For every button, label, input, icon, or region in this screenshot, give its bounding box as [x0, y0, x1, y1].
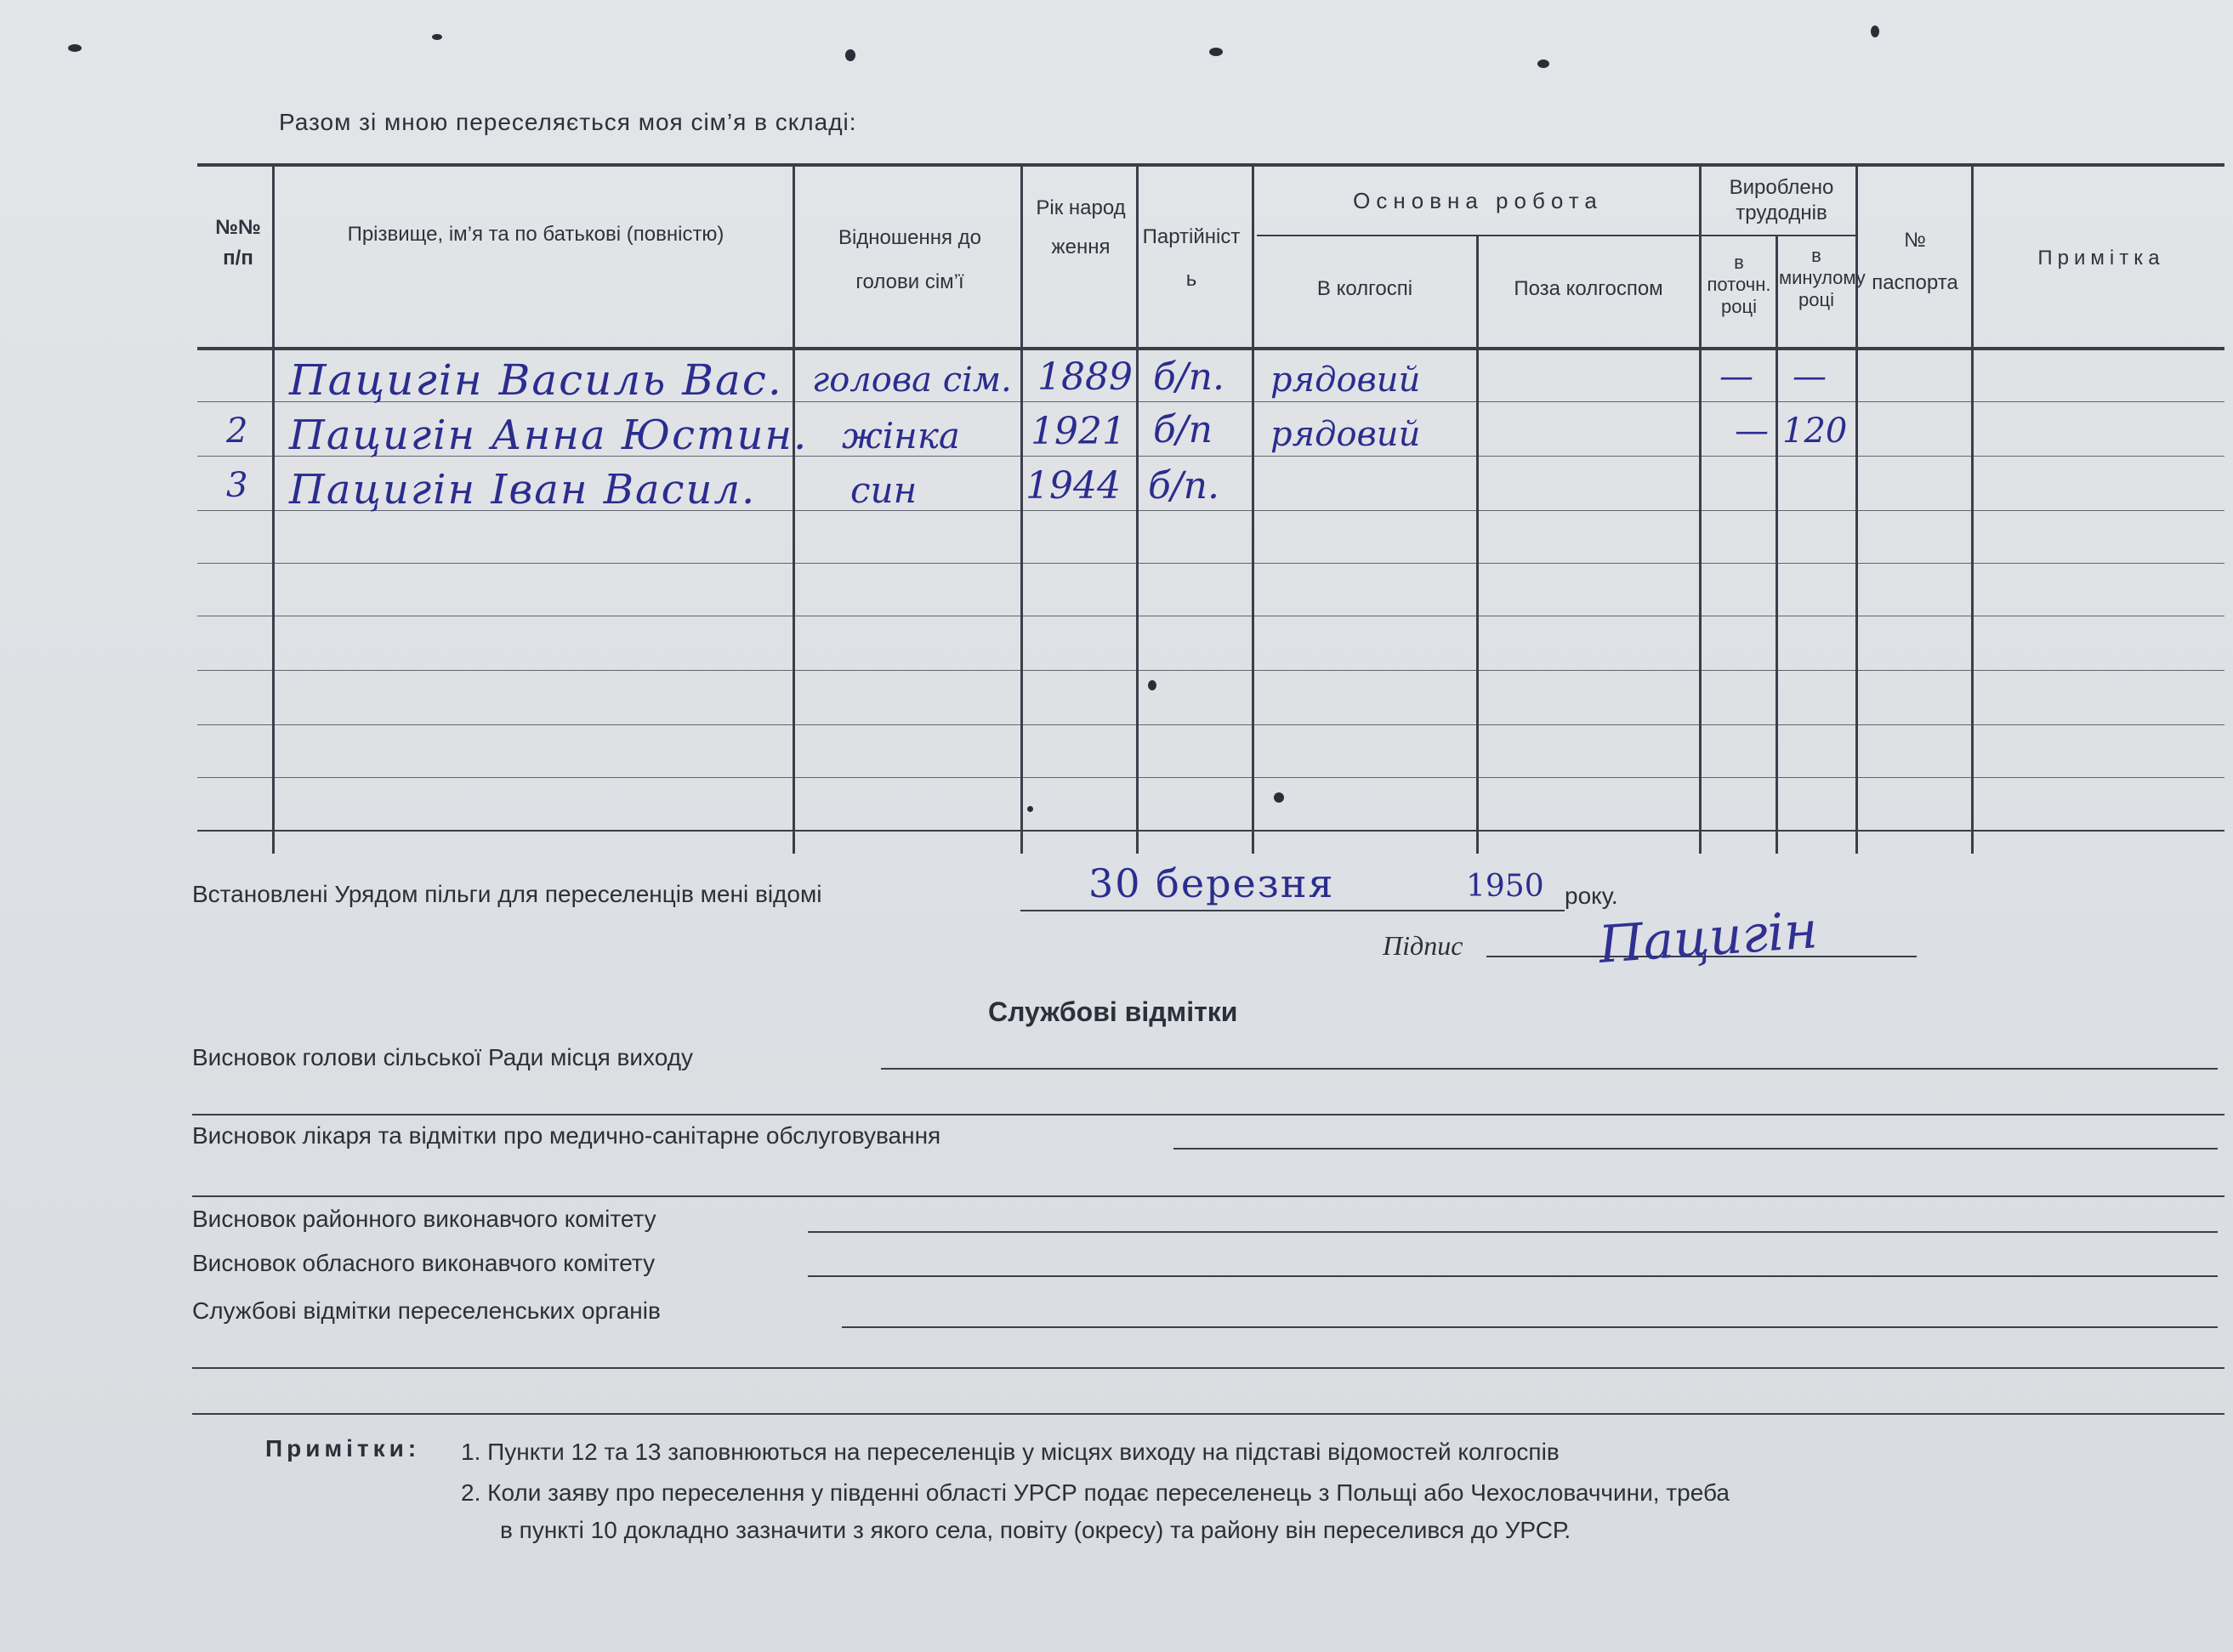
- row-line: [197, 670, 2224, 671]
- fill-line: [1173, 1148, 2218, 1150]
- ink-speck: [1274, 792, 1284, 803]
- header-last-year: в минулому році: [1779, 245, 1866, 310]
- cell-last: 120: [1782, 412, 1848, 451]
- cell-birth-year: 1944: [1026, 464, 1121, 508]
- col-divider: [1476, 236, 1479, 854]
- cell-party: б/п: [1153, 408, 1213, 451]
- cell-birth-year: 1921: [1031, 410, 1126, 453]
- fill-line: [881, 1068, 2218, 1070]
- fill-line: [842, 1326, 2218, 1328]
- cell-birth-year: 1889: [1037, 355, 1133, 399]
- header-in-kolhosp: В колгоспі: [1316, 277, 1413, 300]
- header-main-work: Основна робота: [1353, 188, 1603, 213]
- col-divider: [1252, 167, 1254, 854]
- col-divider: [272, 167, 275, 854]
- fill-line: [808, 1231, 2218, 1233]
- col-divider: [793, 167, 795, 854]
- fill-line: [192, 1195, 2224, 1197]
- cell-num: 3: [226, 466, 248, 505]
- signature: Пацигін: [1596, 900, 1820, 975]
- fill-line: [192, 1413, 2224, 1415]
- cell-current: —: [1719, 357, 1753, 396]
- header-note: Примітка: [2037, 247, 2165, 270]
- cell-num: 2: [226, 412, 248, 451]
- cell-party: б/п.: [1153, 355, 1225, 399]
- ink-speck: [1027, 806, 1033, 812]
- cell-name: Пацигін Анна Юстин.: [289, 412, 809, 459]
- signature-label: Підпис: [1383, 930, 1463, 961]
- table-top-border: [197, 163, 2224, 167]
- cell-last: —: [1793, 357, 1827, 396]
- service-title: Службові відмітки: [988, 996, 1238, 1027]
- cell-relation: син: [850, 469, 918, 511]
- intro-text: Разом зі мною переселяється моя сім’я в складі:: [279, 109, 857, 135]
- header-relation: Відношення до голови сім’ї: [838, 226, 982, 293]
- row-line: [197, 724, 2224, 725]
- table-header-bottom: [197, 347, 2224, 350]
- cell-in-kolhosp: рядовий: [1270, 360, 1421, 400]
- fill-line: [192, 1367, 2224, 1369]
- service-line-doctor: Висновок лікаря та відмітки про медично-санітарне обслуговування: [192, 1122, 941, 1149]
- handwritten-date: 30 березня: [1088, 860, 1335, 906]
- note-item-1: 1. Пункти 12 та 13 заповнюються на переселенців у місцях виходу на підставі відомостей колгоспів: [461, 1439, 1560, 1465]
- cell-party: б/п.: [1148, 464, 1220, 508]
- service-line-resettlement: Службові відмітки переселенських органів: [192, 1297, 661, 1324]
- header-passport: № паспорта: [1872, 229, 1958, 294]
- service-line-village-council: Висновок голови сільської Ради місця виходу: [192, 1044, 694, 1070]
- year-suffix: року.: [1565, 883, 1618, 909]
- header-num: №№ п/п: [215, 216, 261, 270]
- ink-speck: [1871, 26, 1879, 37]
- cell-name: Пацигін Іван Васил.: [289, 466, 757, 514]
- cell-current: —: [1735, 412, 1769, 451]
- col-divider: [1971, 167, 1974, 854]
- benefits-label: Встановлені Урядом пільги для переселенців мені відомі: [192, 881, 822, 907]
- header-current-year: в поточн. році: [1707, 252, 1771, 317]
- note-item-3: в пункті 10 докладно зазначити з якого села, повіту (окресу) та району він переселився до УРСР.: [500, 1517, 1571, 1543]
- ink-speck: [68, 44, 82, 52]
- header-birth-year: Рік народження: [1036, 196, 1126, 258]
- col-divider: [1776, 236, 1778, 854]
- year-line: [1463, 910, 1565, 911]
- cell-name: Пацигін Василь Вас.: [289, 355, 783, 405]
- row-line: [197, 777, 2224, 778]
- service-line-region: Висновок обласного виконавчого комітету: [192, 1250, 656, 1276]
- cell-relation: жінка: [842, 415, 960, 457]
- ink-speck: [432, 34, 442, 40]
- handwritten-year: 1950: [1466, 869, 1544, 904]
- notes-label: Примітки:: [265, 1435, 421, 1462]
- row-line: [197, 563, 2224, 564]
- header-workdays: Вироблено трудоднів: [1729, 176, 1834, 224]
- ink-speck: [1209, 48, 1223, 56]
- header-outside-kolhosp: Поза колгоспом: [1514, 277, 1663, 300]
- workdays-divider: [1701, 235, 1855, 236]
- ink-speck: [1148, 680, 1156, 690]
- fill-line: [192, 1114, 2224, 1116]
- ink-speck: [845, 49, 855, 61]
- cell-in-kolhosp: рядовий: [1270, 415, 1421, 454]
- col-divider: [1020, 167, 1023, 854]
- fill-line: [808, 1275, 2218, 1277]
- col-divider: [1699, 167, 1702, 854]
- cell-relation: голова сім.: [812, 360, 1012, 400]
- service-line-district: Висновок районного виконавчого комітету: [192, 1206, 656, 1232]
- ink-speck: [1537, 60, 1549, 68]
- header-party: Партійність: [1142, 225, 1241, 291]
- date-line: [1020, 910, 1463, 911]
- table-bottom-border: [197, 830, 2224, 832]
- note-item-2: 2. Коли заяву про переселення у південні області УРСР подає переселенець з Польщі або Чехословаччини, треба: [461, 1479, 1730, 1506]
- header-name: Прізвище, ім’я та по батькові (повністю): [347, 223, 724, 246]
